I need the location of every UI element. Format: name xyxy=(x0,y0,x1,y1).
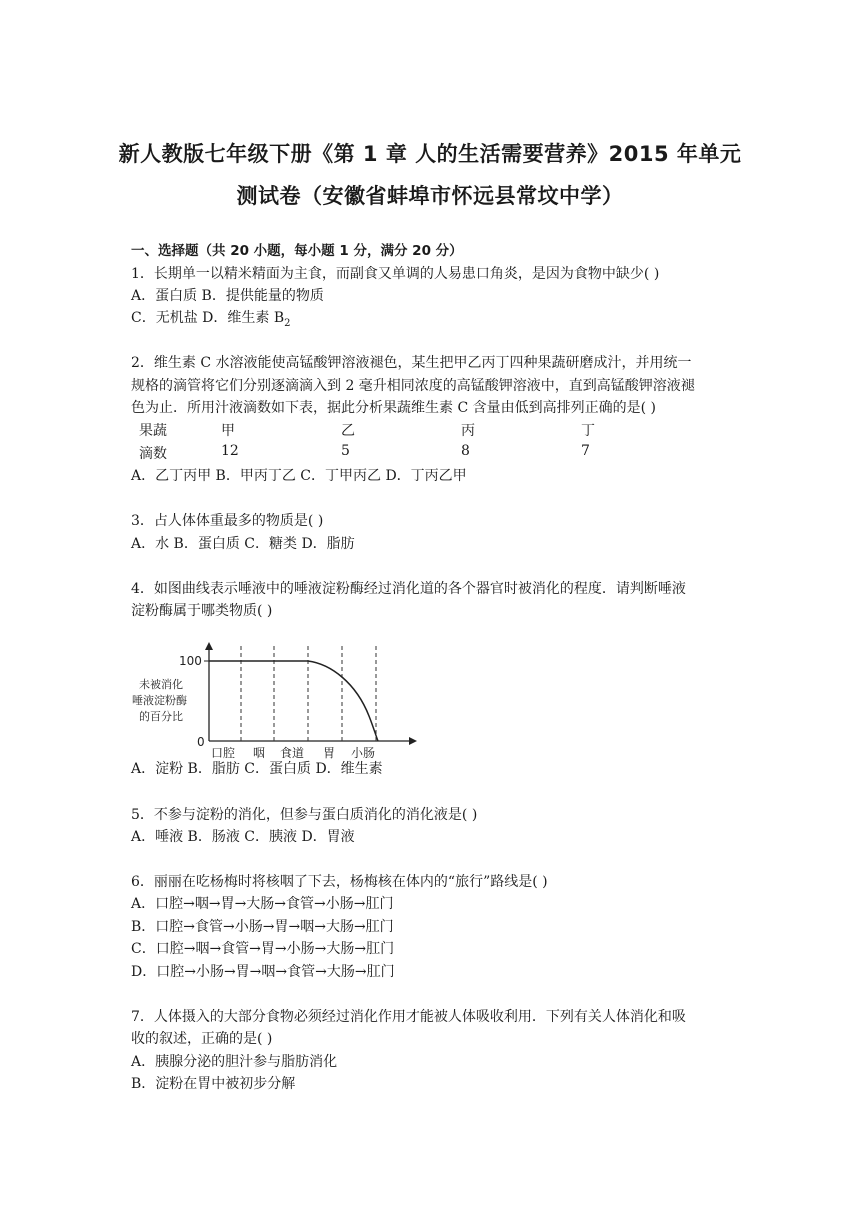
table-cell: 丙 xyxy=(461,423,475,439)
question-6-option-b: B．口腔→食管→小肠→胃→咽→大肠→肛门 xyxy=(131,919,394,935)
organ-label: 咽 xyxy=(253,746,266,760)
document-title-line-2: 测试卷（安徽省蚌埠市怀远县常坟中学） xyxy=(236,184,624,208)
organ-label: 小肠 xyxy=(351,746,376,760)
organ-label: 胃 xyxy=(323,746,336,760)
question-3-stem: 3．占人体体重最多的物质是( ) xyxy=(131,513,324,529)
question-2-line-3: 色为止．所用汁液滴数如下表，据此分析果蔬维生素 C 含量由低到高排列正确的是( ) xyxy=(131,400,656,416)
question-4-line-2: 淀粉酶属于哪类物质( ) xyxy=(131,603,273,619)
question-6-option-a: A．口腔→咽→胃→大肠→食管→小肠→肛门 xyxy=(131,896,394,912)
table-cell: 5 xyxy=(341,443,350,459)
organ-label: 食道 xyxy=(280,746,305,760)
question-7-option-b: B．淀粉在胃中被初步分解 xyxy=(131,1076,296,1092)
question-1-options-ab: A．蛋白质 B．提供能量的物质 xyxy=(131,288,324,304)
table-cell: 甲 xyxy=(221,423,235,439)
question-7-option-a: A．胰腺分泌的胆汁参与脂肪消化 xyxy=(131,1054,338,1070)
x-axis-arrow xyxy=(409,737,417,745)
table-cell: 滴数 xyxy=(139,446,167,462)
question-2-line-2: 规格的滴管将它们分别逐滴滴入到 2 毫升相同浓度的高锰酸钾溶液中，直到高锰酸钾溶液褪 xyxy=(131,378,695,394)
subscript-2: 2 xyxy=(284,317,291,329)
question-1-stem: 1．长期单一以精米精面为主食，而副食又单调的人易患口角炎，是因为食物中缺少( ) xyxy=(131,266,660,282)
y-axis-arrow xyxy=(205,642,213,650)
y-axis-label-line-1: 未被消化 xyxy=(139,678,183,691)
question-5-options: A．唾液 B．肠液 C．胰液 D．胃液 xyxy=(131,829,355,845)
question-4-options: A．淀粉 B．脂肪 C．蛋白质 D．维生素 xyxy=(131,761,383,777)
table-cell: 果蔬 xyxy=(139,423,167,439)
table-cell: 7 xyxy=(581,443,590,459)
organ-label: 口腔 xyxy=(211,746,236,760)
question-4-line-1: 4．如图曲线表示唾液中的唾液淀粉酶经过消化道的各个器官时被消化的程度．请判断唾液 xyxy=(131,581,686,597)
table-cell: 8 xyxy=(461,443,470,459)
question-6-option-c: C．口腔→咽→食管→胃→小肠→大肠→肛门 xyxy=(131,941,395,957)
question-1-options-cd xyxy=(131,307,291,335)
question-2-options: A．乙丁丙甲 B．甲丙丁乙 C．丁甲丙乙 D．丁丙乙甲 xyxy=(131,468,467,484)
table-cell: 乙 xyxy=(341,423,355,439)
question-7-line-1: 7．人体摄入的大部分食物必须经过消化作用才能被人体吸收利用．下列有关人体消化和吸 xyxy=(131,1009,686,1025)
question-7-line-2: 收的叙述，正确的是( ) xyxy=(131,1031,273,1047)
section-header: 一、选择题（共 20 小题，每小题 1 分，满分 20 分） xyxy=(131,243,463,259)
y-tick-label-0: 0 xyxy=(197,735,205,749)
table-cell: 12 xyxy=(221,443,239,459)
y-tick-label-100: 100 xyxy=(179,654,202,668)
document-title-line-1: 新人教版七年级下册《第 1 章 人的生活需要营养》2015 年单元 xyxy=(118,142,742,166)
y-axis-label-line-2: 唾液淀粉酶 xyxy=(132,694,187,707)
question-6-option-d: D．口腔→小肠→胃→咽→食管→大肠→肛门 xyxy=(131,964,395,980)
question-3-options: A．水 B．蛋白质 C．糖类 D．脂肪 xyxy=(131,536,355,552)
question-1-options-cd-text: C．无机盐 D．维生素 B xyxy=(131,310,285,326)
digestion-curve-figure xyxy=(131,638,421,760)
question-6-stem: 6．丽丽在吃杨梅时将核咽了下去，杨梅核在体内的“旅行”路线是( ) xyxy=(131,874,548,890)
question-5-stem: 5．不参与淀粉的消化，但参与蛋白质消化的消化液是( ) xyxy=(131,807,478,823)
digestion-curve xyxy=(209,661,378,741)
table-cell: 丁 xyxy=(581,423,595,439)
question-2-line-1: 2．维生素 C 水溶液能使高锰酸钾溶液褪色，某生把甲乙丙丁四种果蔬研磨成汁，并用统一 xyxy=(131,355,692,371)
y-axis-label-line-3: 的百分比 xyxy=(139,710,183,723)
